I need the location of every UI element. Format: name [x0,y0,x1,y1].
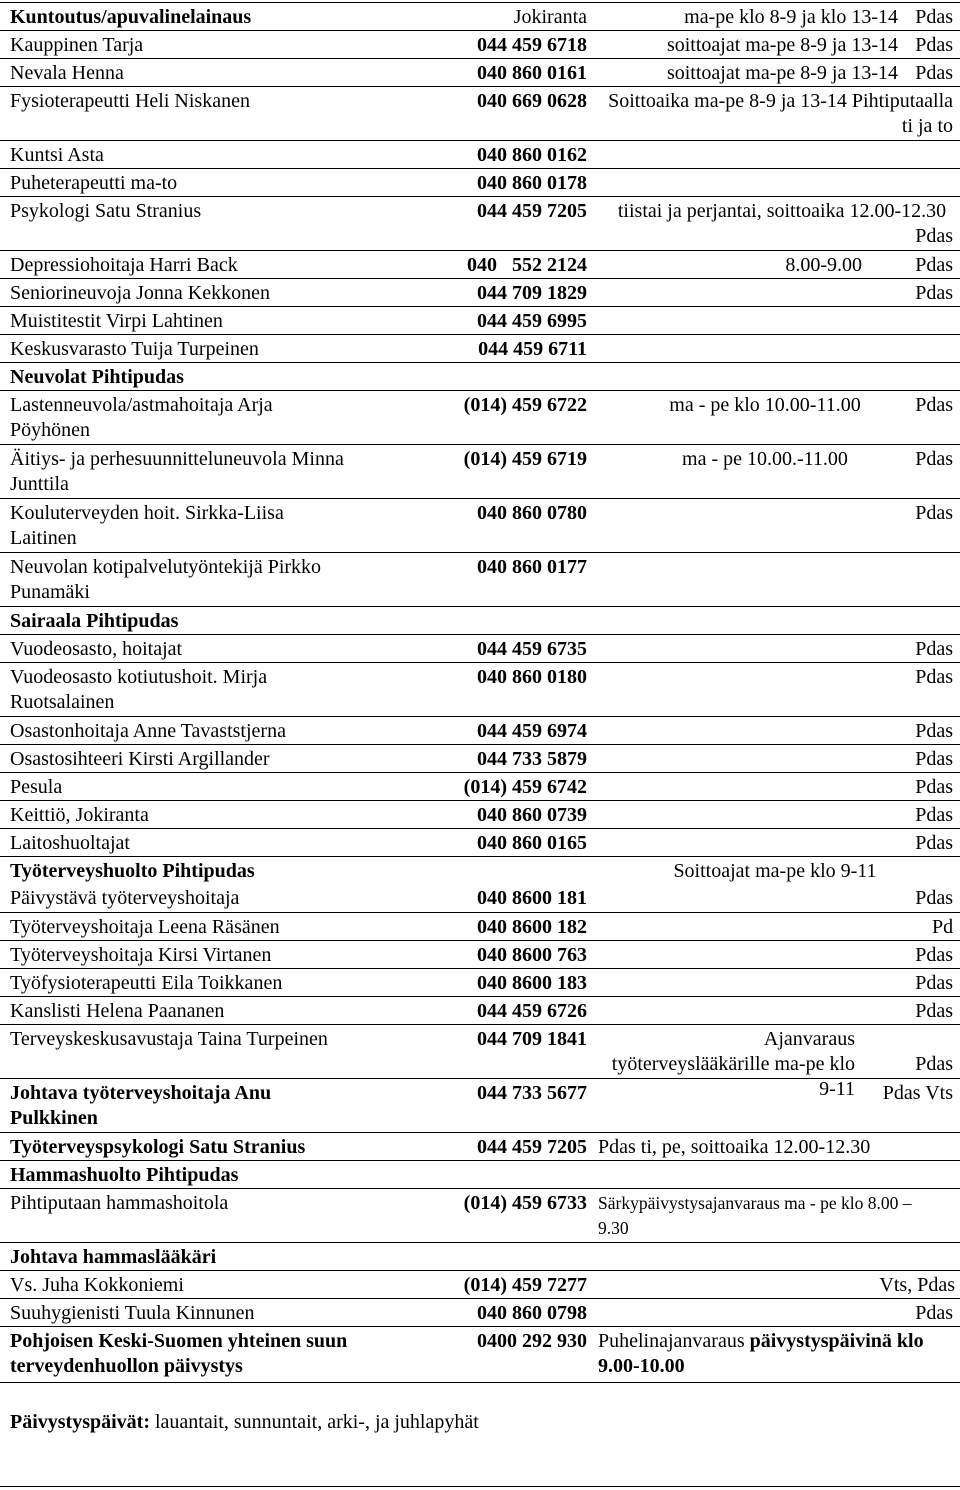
entry-phone: 040 860 0180 [477,666,587,688]
section-title: Neuvolat Pihtipudas [10,366,184,388]
section-hours: Soittoajat ma-pe klo 9-11 [673,860,877,882]
entry-name: Vuodeosasto, hoitajat [10,638,183,660]
entry-pdas: Pdas [915,804,953,826]
table-row [0,800,960,829]
entry-phone: 040 860 0161 [477,62,587,84]
entry-pdas: Pdas [915,972,953,994]
table-row [0,912,960,941]
table-row [0,772,960,801]
entry-phone: 040 8600 182 [477,916,587,938]
entry-name: Lastenneuvola/astmahoitaja Arja Pöyhönen [10,394,273,441]
entry-name: Kuntoutus/apuvalinelainaus [10,6,252,28]
entry-name: Pihtiputaan hammashoitola [10,1192,229,1214]
table-row [0,498,960,553]
entry-phone: 040 552 2124 [467,254,587,276]
entry-pdas: Pdas [915,225,953,247]
table-row [0,940,960,969]
entry-name: Puheterapeutti ma-to [10,172,178,194]
entry-hours [598,1329,948,1379]
entry-phone: (014) 459 6733 [463,1192,587,1214]
table-row [0,2,960,31]
entry-pdas: Pdas [915,62,953,84]
table-row [0,444,960,499]
section-heading [0,1160,960,1189]
entry-name: Kanslisti Helena Paananen [10,1000,225,1022]
entry-location: Jokiranta [513,6,587,28]
entry-status: Pdas Vts [882,1082,953,1104]
entry-hours: soittoajat ma-pe 8-9 ja 13-14 [666,62,898,84]
section-title: Johtava hammaslääkäri [10,1246,217,1268]
entry-pdas: Pdas [915,887,953,909]
entry-phone: 040 860 0798 [477,1302,587,1324]
table-row [0,1326,960,1383]
table-row [0,1132,960,1161]
table-row [0,306,960,335]
table-row [0,1188,960,1243]
entry-phone: 044 459 6718 [477,34,587,56]
entry-pdas: Pdas [915,638,953,660]
table-row [0,196,960,251]
entry-status: Vts, Pdas [879,1274,955,1296]
entry-name: Depressiohoitaja Harri Back [10,254,238,276]
entry-name: Osastonhoitaja Anne Tavaststjerna [10,720,286,742]
section-title: Hammashuolto Pihtipudas [10,1164,239,1186]
entry-name: Fysioterapeutti Heli Niskanen [10,90,250,112]
table-row [0,30,960,59]
entry-name: Työterveyshoitaja Kirsi Virtanen [10,944,272,966]
table-row [0,390,960,445]
table-row [0,884,960,912]
entry-phone: (014) 459 6719 [463,448,587,470]
entry-phone: 044 459 6711 [478,338,587,360]
entry-pdas: Pdas [915,254,953,276]
entry-phone: 044 459 6726 [477,1000,587,1022]
table-row [0,744,960,773]
table-row [0,1298,960,1327]
entry-hours: Särkypäivystysajanvaraus ma - pe klo 8.00 – 9.30 [598,1193,912,1238]
entry-phone: 044 459 6735 [477,638,587,660]
entry-name: Kauppinen Tarja [10,34,144,56]
entry-phone: 040 860 0739 [477,804,587,826]
entry-hours: ma - pe 10.00.-11.00 [682,448,848,470]
entry-name: Kouluterveyden hoit. Sirkka-Liisa Laitinen [10,502,284,549]
entry-hours: ma-pe klo 8-9 ja klo 13-14 [684,6,898,28]
entry-name: Työfysioterapeutti Eila Toikkanen [10,972,283,994]
section-heading [0,606,960,635]
table-row [0,58,960,87]
entry-pdas: Pdas [915,748,953,770]
table-row [0,662,960,717]
entry-name: Keskusvarasto Tuija Turpeinen [10,338,259,360]
entry-phone: 044 459 6974 [477,720,587,742]
entry-phone: 0400 292 930 [477,1330,587,1352]
entry-phone: 040 8600 763 [477,944,587,966]
table-row [0,1270,960,1299]
section-title: Sairaala Pihtipudas [10,610,179,632]
entry-pdas: Pdas [915,720,953,742]
entry-phone: 040 860 0162 [477,144,587,166]
hours-plain: Puhelinajanvaraus [598,1330,750,1352]
entry-name: Osastosihteeri Kirsti Argillander [10,748,270,770]
entry-name: Psykologi Satu Stranius [10,200,202,222]
entry-name: Nevala Henna [10,62,124,84]
entry-phone: 040 860 0165 [477,832,587,854]
entry-name: Työterveyshoitaja Leena Räsänen [10,916,280,938]
entry-name: Vuodeosasto kotiutushoit. Mirja Ruotsalainen [10,666,268,713]
entry-phone: (014) 459 7277 [463,1274,587,1296]
entry-name: Pesula [10,776,63,798]
entry-pdas: Pdas [915,6,953,28]
hours-bold: päivystyspäivinä klo 9.00-10.00 [598,1330,924,1377]
entry-hours: 8.00-9.00 [785,254,862,276]
entry-phone: 044 709 1829 [477,282,587,304]
entry-pdas: Pdas [915,502,953,524]
entry-phone: 040 8600 183 [477,972,587,994]
section-title: Työterveyshuolto Pihtipudas [10,860,255,882]
entry-pdas: Pdas [915,666,953,688]
entry-phone: 044 709 1841 [477,1028,587,1050]
entry-name: Laitoshuoltajat [10,832,130,854]
entry-hours: ma - pe klo 10.00-11.00 [669,394,861,416]
entry-hours: Soittoaika ma-pe 8-9 ja 13-14 Pihtiputaalla ti ja to [608,90,953,137]
entry-name: Johtava työterveyshoitaja Anu Pulkkinen [10,1082,272,1129]
table-bottom-border [0,1382,960,1383]
entry-pdas: Pdas [915,944,953,966]
entry-phone: 040 860 0178 [477,172,587,194]
entry-phone: 040 860 0177 [477,556,587,578]
entry-hours: Pdas ti, pe, soittoaika 12.00-12.30 [598,1136,871,1158]
footer-note [10,1410,479,1435]
entry-pdas: Pdas [915,34,953,56]
entry-name: Kuntsi Asta [10,144,104,166]
entry-name: Terveyskeskusavustaja Taina Turpeinen [10,1028,328,1050]
entry-phone: 040 669 0628 [477,90,587,112]
footer-label: Päivystyspäivät: [10,1411,150,1433]
entry-name: Muistitestit Virpi Lahtinen [10,310,223,332]
entry-phone: 044 459 6995 [477,310,587,332]
entry-pdas: Pdas [915,776,953,798]
table-row [0,86,960,141]
section-heading [0,362,960,391]
table-row [0,334,960,363]
entry-pdas: Pdas [915,1302,953,1324]
table-row [0,968,960,997]
entry-pdas: Pdas [915,1000,953,1022]
entry-phone: 044 459 7205 [477,1136,587,1158]
entry-phone: 044 459 7205 [477,200,587,222]
entry-hours: Ajanvaraus työterveyslääkärille ma-pe klo 9-11 [611,1028,855,1100]
entry-pdas: Pdas [915,282,953,304]
entry-pdas: Pdas [915,394,953,416]
entry-phone: (014) 459 6722 [463,394,587,416]
entry-name: Päivystävä työterveyshoitaja [10,887,240,909]
entry-pdas: Pd [932,916,954,938]
table-row [0,250,960,279]
entry-hours: tiistai ja perjantai, soittoaika 12.00-12.30 [617,200,947,222]
section-heading [0,856,960,885]
footer-text: lauantait, sunnuntait, arki-, ja juhlapyhät [150,1411,479,1433]
table-row [0,168,960,197]
entry-name: Neuvolan kotipalvelutyöntekijä Pirkko Punamäki [10,556,322,603]
page-bottom-border [0,1486,960,1487]
entry-phone: 040 8600 181 [477,887,587,909]
entry-name: Suuhygienisti Tuula Kinnunen [10,1302,255,1324]
entry-pdas: Pdas [915,832,953,854]
table-row [0,552,960,607]
entry-pdas: Pdas [915,448,953,470]
table-row [0,1078,960,1133]
entry-phone: 040 860 0780 [477,502,587,524]
table-row [0,716,960,745]
entry-phone: (014) 459 6742 [463,776,587,798]
table-row [0,140,960,169]
entry-name: Työterveyspsykologi Satu Stranius [10,1136,306,1158]
entry-phone: 044 733 5879 [477,748,587,770]
section-heading [0,1242,960,1271]
entry-name: Äitiys- ja perhesuunnitteluneuvola Minna Junttila [10,448,344,495]
entry-phone: 044 733 5677 [477,1082,587,1104]
table-row [0,278,960,307]
entry-name: Seniorineuvoja Jonna Kekkonen [10,282,270,304]
table-row [0,634,960,663]
entry-hours: soittoajat ma-pe 8-9 ja 13-14 [666,34,898,56]
entry-pdas: Pdas [915,1053,953,1075]
entry-name: Keittiö, Jokiranta [10,804,149,826]
entry-name: Vs. Juha Kokkoniemi [10,1274,184,1296]
table-row [0,828,960,857]
entry-name: Pohjoisen Keski-Suomen yhteinen suun terveydenhuollon päivystys [10,1330,348,1377]
table-row [0,996,960,1025]
